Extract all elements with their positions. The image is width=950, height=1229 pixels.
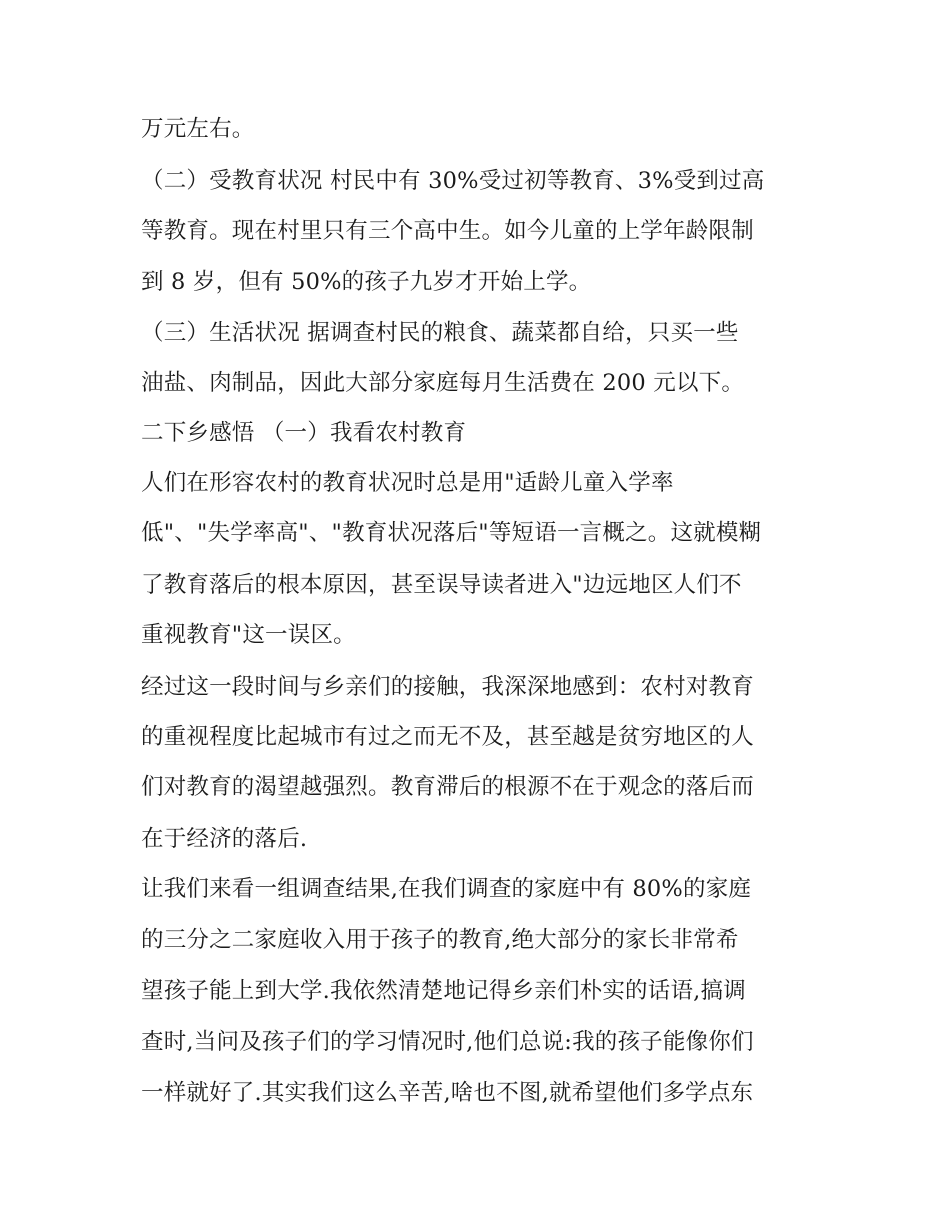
section-heading: 二下乡感悟 （一）我看农村教育 [141,420,467,446]
text-line: 到 8 岁，但有 50%的孩子九岁才开始上学。 [141,269,592,295]
text-line: （二）受教育状况 村民中有 30%受过初等教育、3%受到过高 [141,168,765,194]
text-line: 望孩子能上到大学.我依然清楚地记得乡亲们朴实的话语,搞调 [141,978,746,1004]
text-line: 查时,当问及孩子们的学习情况时,他们总说:我的孩子能像你们 [141,1029,754,1055]
text-line: 低"、"失学率高"、"教育状况落后"等短语一言概之。这就模糊 [141,520,762,546]
text-line: 人们在形容农村的教育状况时总是用"适龄儿童入学率 [141,470,674,496]
text-line: 在于经济的落后. [141,826,308,852]
text-line: 们对教育的渴望越强烈。教育滞后的根源不在于观念的落后而 [141,774,754,800]
text-line: 油盐、肉制品，因此大部分家庭每月生活费在 200 元以下。 [141,370,745,396]
text-line: 了教育落后的根本原因，甚至误导读者进入"边远地区人们不 [141,572,742,598]
text-line: 万元左右。 [141,116,255,142]
text-line: 的三分之二家庭收入用于孩子的教育,绝大部分的家长非常希 [141,927,739,953]
text-line: 一样就好了.其实我们这么辛苦,啥也不图,就希望他们多学点东 [141,1080,754,1106]
text-line: 重视教育"这一误区。 [141,622,356,648]
text-line: 经过这一段时间与乡亲们的接触，我深深地感到：农村对教育 [141,674,754,700]
text-line: 让我们来看一组调查结果,在我们调查的家庭中有 80%的家庭 [141,876,752,902]
text-line: （三）生活状况 据调查村民的粮食、蔬菜都自给，只买一些 [141,320,739,346]
text-line: 的重视程度比起城市有过之而无不及，甚至越是贫穷地区的人 [141,724,754,750]
text-line: 等教育。现在村里只有三个高中生。如今儿童的上学年龄限制 [141,218,754,244]
